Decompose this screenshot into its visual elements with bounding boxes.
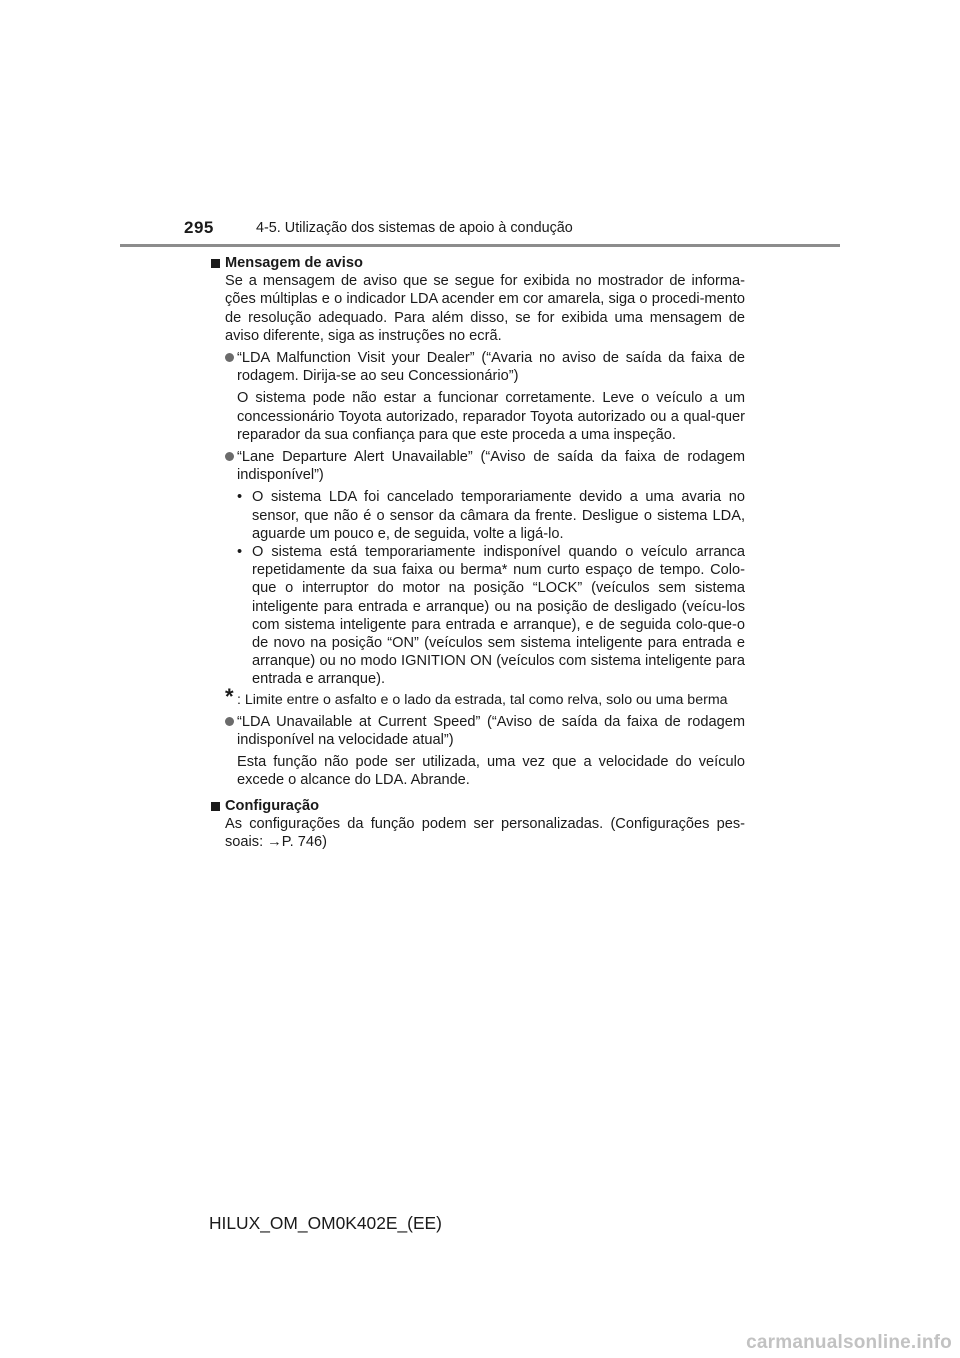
footnote — [225, 683, 745, 709]
list-item-text: O sistema LDA foi cancelado temporariamente devido a uma avaria no sensor, que não é o sensor da câmara da frente. Desligue o sistema LDA, aguarde um pouco e, de seguida, volte a ligá-lo. — [252, 489, 745, 542]
asterisk-mark: * — [225, 683, 234, 709]
document-code: HILUX_OM_OM0K402E_(EE) — [209, 1213, 442, 1233]
section-heading-config — [211, 797, 745, 815]
bullet-body: Esta função não pode ser utilizada, uma vez que a velocidade do veículo excede o alcance do LDA. Abrande. — [237, 754, 745, 789]
bullet-title: “Lane Departure Alert Unavailable” (“Aviso de saída da faixa de rodagem indisponível”) — [237, 449, 745, 484]
section-heading-text: Mensagem de aviso — [225, 255, 363, 271]
watermark: carmanualsonline.info — [746, 1332, 952, 1353]
bullet-lda-unavailable — [225, 448, 745, 484]
bullet-lda-speed — [225, 713, 745, 749]
warning-intro: Se a mensagem de aviso que se segue for exibida no mostrador de informa-ções múltiplas e o indicador LDA acender em cor amarela, siga o procedi-mento de resolução adequado. Para além disso, se for exibida uma mensagem de aviso diferente, siga as instruções no ecrã. — [225, 273, 745, 344]
page-number: 295 — [184, 218, 214, 237]
list-item-text: O sistema está temporariamente indisponível quando o veículo arranca repetidamente da sua faixa ou berma* num curto espaço de tempo. Colo-que o interruptor do motor na posição “LOCK” (veículos sem sistema inteligente para entrada e arranque) ou na posição de desligado (veícu-los com sistema inteligente para entrada e arranque), e de seguida colo-que-o de novo na posição “ON” (veículos sem sistema inteligente para entrada e arranque) ou no modo IGNITION ON (veículos com sistema inteligente para entrada e arranque). — [252, 544, 745, 688]
list-item — [237, 488, 745, 543]
header-divider — [120, 244, 840, 247]
section-heading-text: Configuração — [225, 797, 320, 814]
circle-bullet-icon — [225, 452, 234, 461]
page-header — [0, 0, 960, 250]
dot-icon: • — [237, 544, 243, 561]
square-bullet-icon — [211, 259, 220, 268]
footnote-text: : Limite entre o asfalto e o lado da estrada, tal como relva, solo ou uma berma — [237, 691, 728, 708]
bullet-title: “LDA Malfunction Visit your Dealer” (“Avaria no aviso de saída da faixa de rodagem. Dirija-se ao seu Concessionário”) — [237, 350, 745, 385]
page-content — [211, 254, 745, 851]
bullet-body: O sistema pode não estar a funcionar corretamente. Leve o veículo a um concessionário Toyota autorizado, reparador Toyota autorizado ou a qual-quer reparador da sua confiança para que este proceda a uma inspeção. — [237, 390, 745, 443]
circle-bullet-icon — [225, 717, 234, 726]
section-heading-warning — [211, 254, 745, 272]
chapter-title: 4-5. Utilização dos sistemas de apoio à condução — [256, 220, 573, 236]
bullet-title: “LDA Unavailable at Current Speed” (“Aviso de saída da faixa de rodagem indisponível na velocidade atual”) — [237, 713, 745, 749]
circle-bullet-icon — [225, 353, 234, 362]
sub-list — [237, 488, 745, 688]
square-bullet-icon — [211, 802, 220, 811]
dot-icon: • — [237, 489, 243, 506]
list-item — [237, 543, 745, 689]
bullet-lda-malfunction — [225, 349, 745, 385]
config-body: As configurações da função podem ser personalizadas. (Configurações pes-soais: →P. 746) — [225, 815, 745, 851]
